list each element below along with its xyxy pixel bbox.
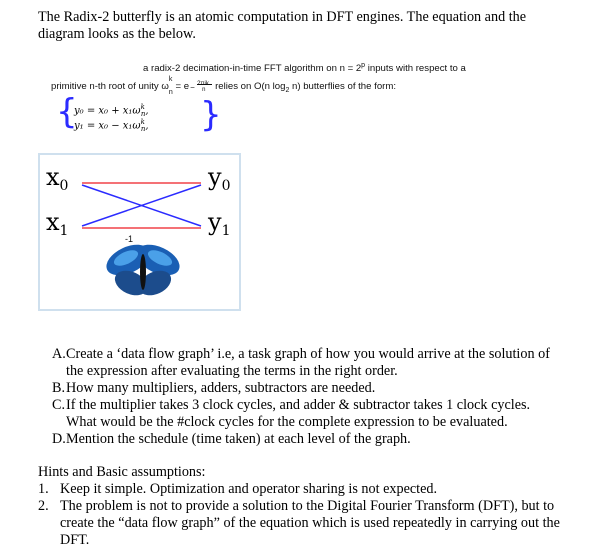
x0-label: $x_0$ [46, 163, 69, 194]
right-brace: } [200, 95, 222, 135]
y1-label: $y_1$ [208, 208, 231, 239]
excerpt-line-2: primitive n-th root of unity ω k $_n$ = e − 2πik n relies on O(n $\log_2 n$) butterflies of the form: [51, 76, 397, 96]
excerpt-line-1: a radix-2 decimation-in-time FFT algorithm on $n = 2^p$ inputs with respect to a [143, 62, 466, 75]
hints-title: Hints and Basic assumptions: [38, 464, 206, 480]
intro-line-1: The Radix-2 butterfly is an atomic computation in DFT engines. The equation and the [38, 9, 527, 25]
butterfly-illustration [102, 238, 185, 300]
equation-y0: $y_0 = x_0 + x_1\omega^k_n$, [74, 103, 149, 119]
equation-y1: $y_1 = x_0 - x_1\omega^k_n$, [74, 118, 149, 134]
x1-label: $x_1$ [46, 208, 69, 239]
intro-line-2: diagram looks as the below. [38, 26, 196, 42]
y0-label: $y_0$ [208, 163, 231, 194]
left-brace: { [56, 92, 78, 132]
minus-one-label: -1 [125, 234, 134, 244]
